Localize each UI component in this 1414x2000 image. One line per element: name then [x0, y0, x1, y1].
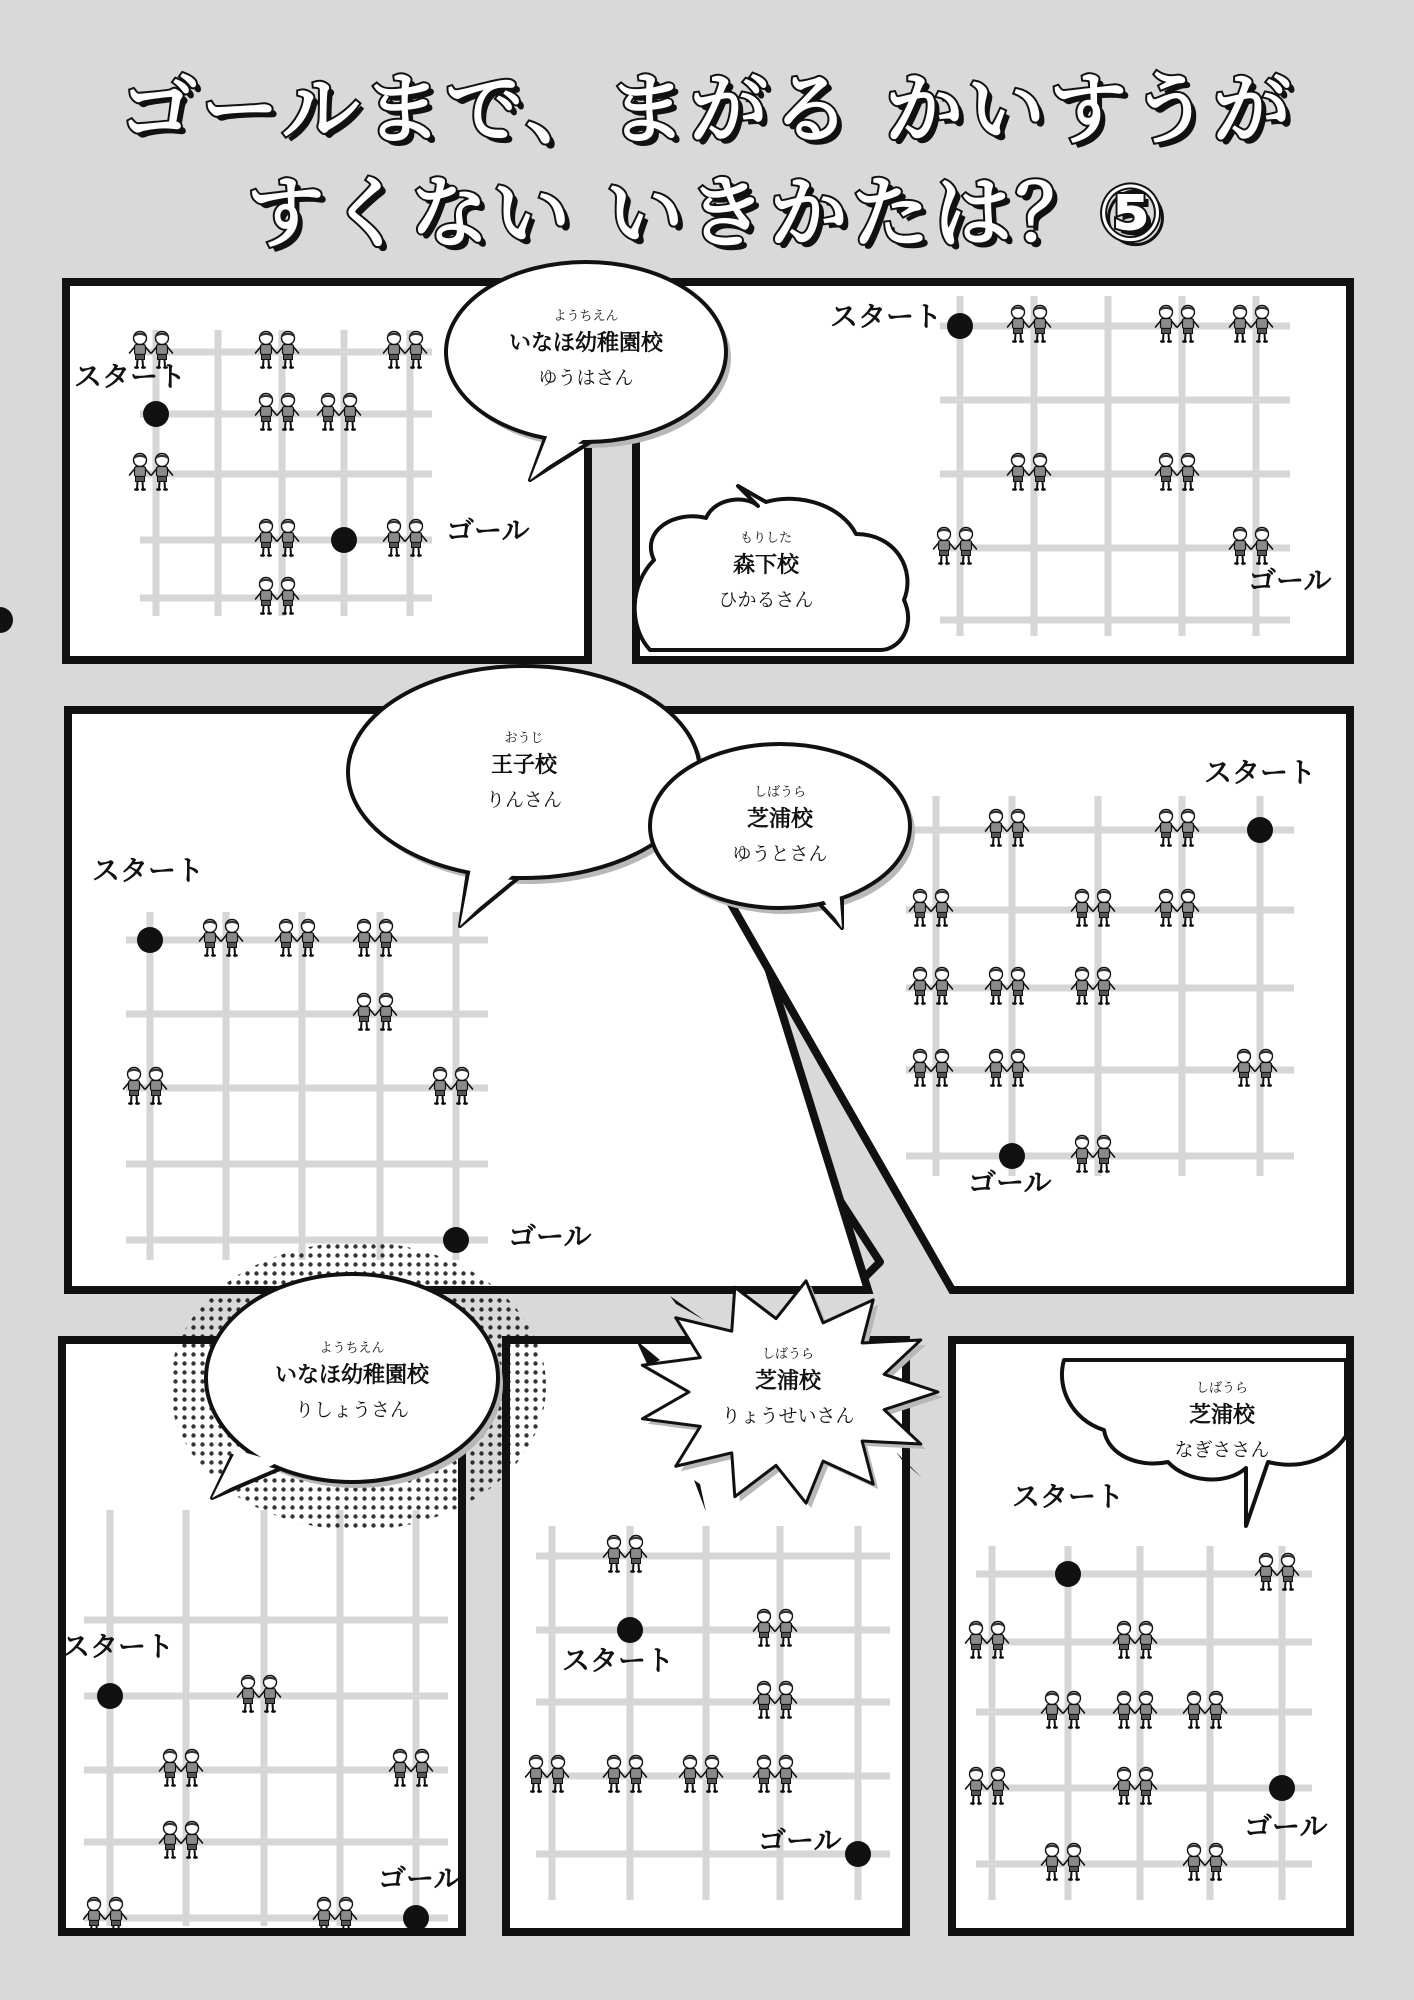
start-label: スタート: [62, 1630, 175, 1663]
school-name: いなほ幼稚園校: [508, 331, 664, 356]
start-label: スタート: [830, 300, 943, 333]
student-name: ひかるさん: [718, 589, 814, 611]
school-reading: おうじ: [504, 731, 544, 746]
goal-label: ゴール: [446, 514, 530, 547]
title-line-1: ゴールまで、まがる かいすうが: [118, 65, 1296, 155]
student-name: りんさん: [485, 789, 563, 811]
goal-dot: [0, 607, 13, 633]
start-dot: [97, 1683, 123, 1709]
goal-dot: [403, 1905, 429, 1931]
goal-dot: [845, 1841, 871, 1867]
school-name: 芝浦校: [1188, 1403, 1256, 1428]
goal-label: ゴール: [968, 1166, 1052, 1199]
school-name: 芝浦校: [754, 1369, 822, 1394]
school-reading: しばうら: [753, 785, 807, 800]
school-reading: しばうら: [1195, 1381, 1249, 1396]
goal-label: ゴール: [1244, 1810, 1328, 1843]
school-name: 芝浦校: [746, 807, 814, 832]
start-label: スタート: [92, 854, 205, 887]
student-name: りしょうさん: [294, 1399, 410, 1421]
start-label: スタート: [74, 360, 187, 393]
student-name: りょうせいさん: [721, 1405, 855, 1427]
start-dot: [143, 401, 169, 427]
school-name: いなほ幼稚園校: [274, 1363, 430, 1388]
student-name: なぎささん: [1174, 1439, 1270, 1461]
start-label: スタート: [562, 1644, 675, 1677]
start-dot: [947, 313, 973, 339]
goal-label: ゴール: [508, 1220, 592, 1253]
student-name: ゆうはさん: [538, 367, 634, 389]
goal-label: ゴール: [758, 1824, 842, 1857]
school-reading: ようちえん: [319, 1341, 385, 1356]
speech-bubble: [170, 1242, 546, 1530]
school-name: 森下校: [732, 553, 800, 578]
goal-dot: [331, 527, 357, 553]
goal-label: ゴール: [378, 1862, 462, 1895]
goal-dot: [1269, 1775, 1295, 1801]
goal-label: ゴール: [1248, 564, 1332, 597]
school-reading: ようちえん: [553, 309, 619, 324]
title-line-2: すくない いきかたは？⑤: [246, 169, 1168, 259]
school-name: 王子校: [490, 753, 558, 778]
student-name: ゆうとさん: [732, 843, 828, 865]
start-label: スタート: [1012, 1480, 1125, 1513]
start-dot: [1247, 817, 1273, 843]
start-dot: [137, 927, 163, 953]
start-dot: [1055, 1561, 1081, 1587]
goal-dot: [443, 1227, 469, 1253]
start-label: スタート: [1204, 756, 1317, 789]
school-reading: しばうら: [761, 1347, 815, 1362]
school-reading: もりした: [739, 531, 793, 546]
start-dot: [617, 1617, 643, 1643]
